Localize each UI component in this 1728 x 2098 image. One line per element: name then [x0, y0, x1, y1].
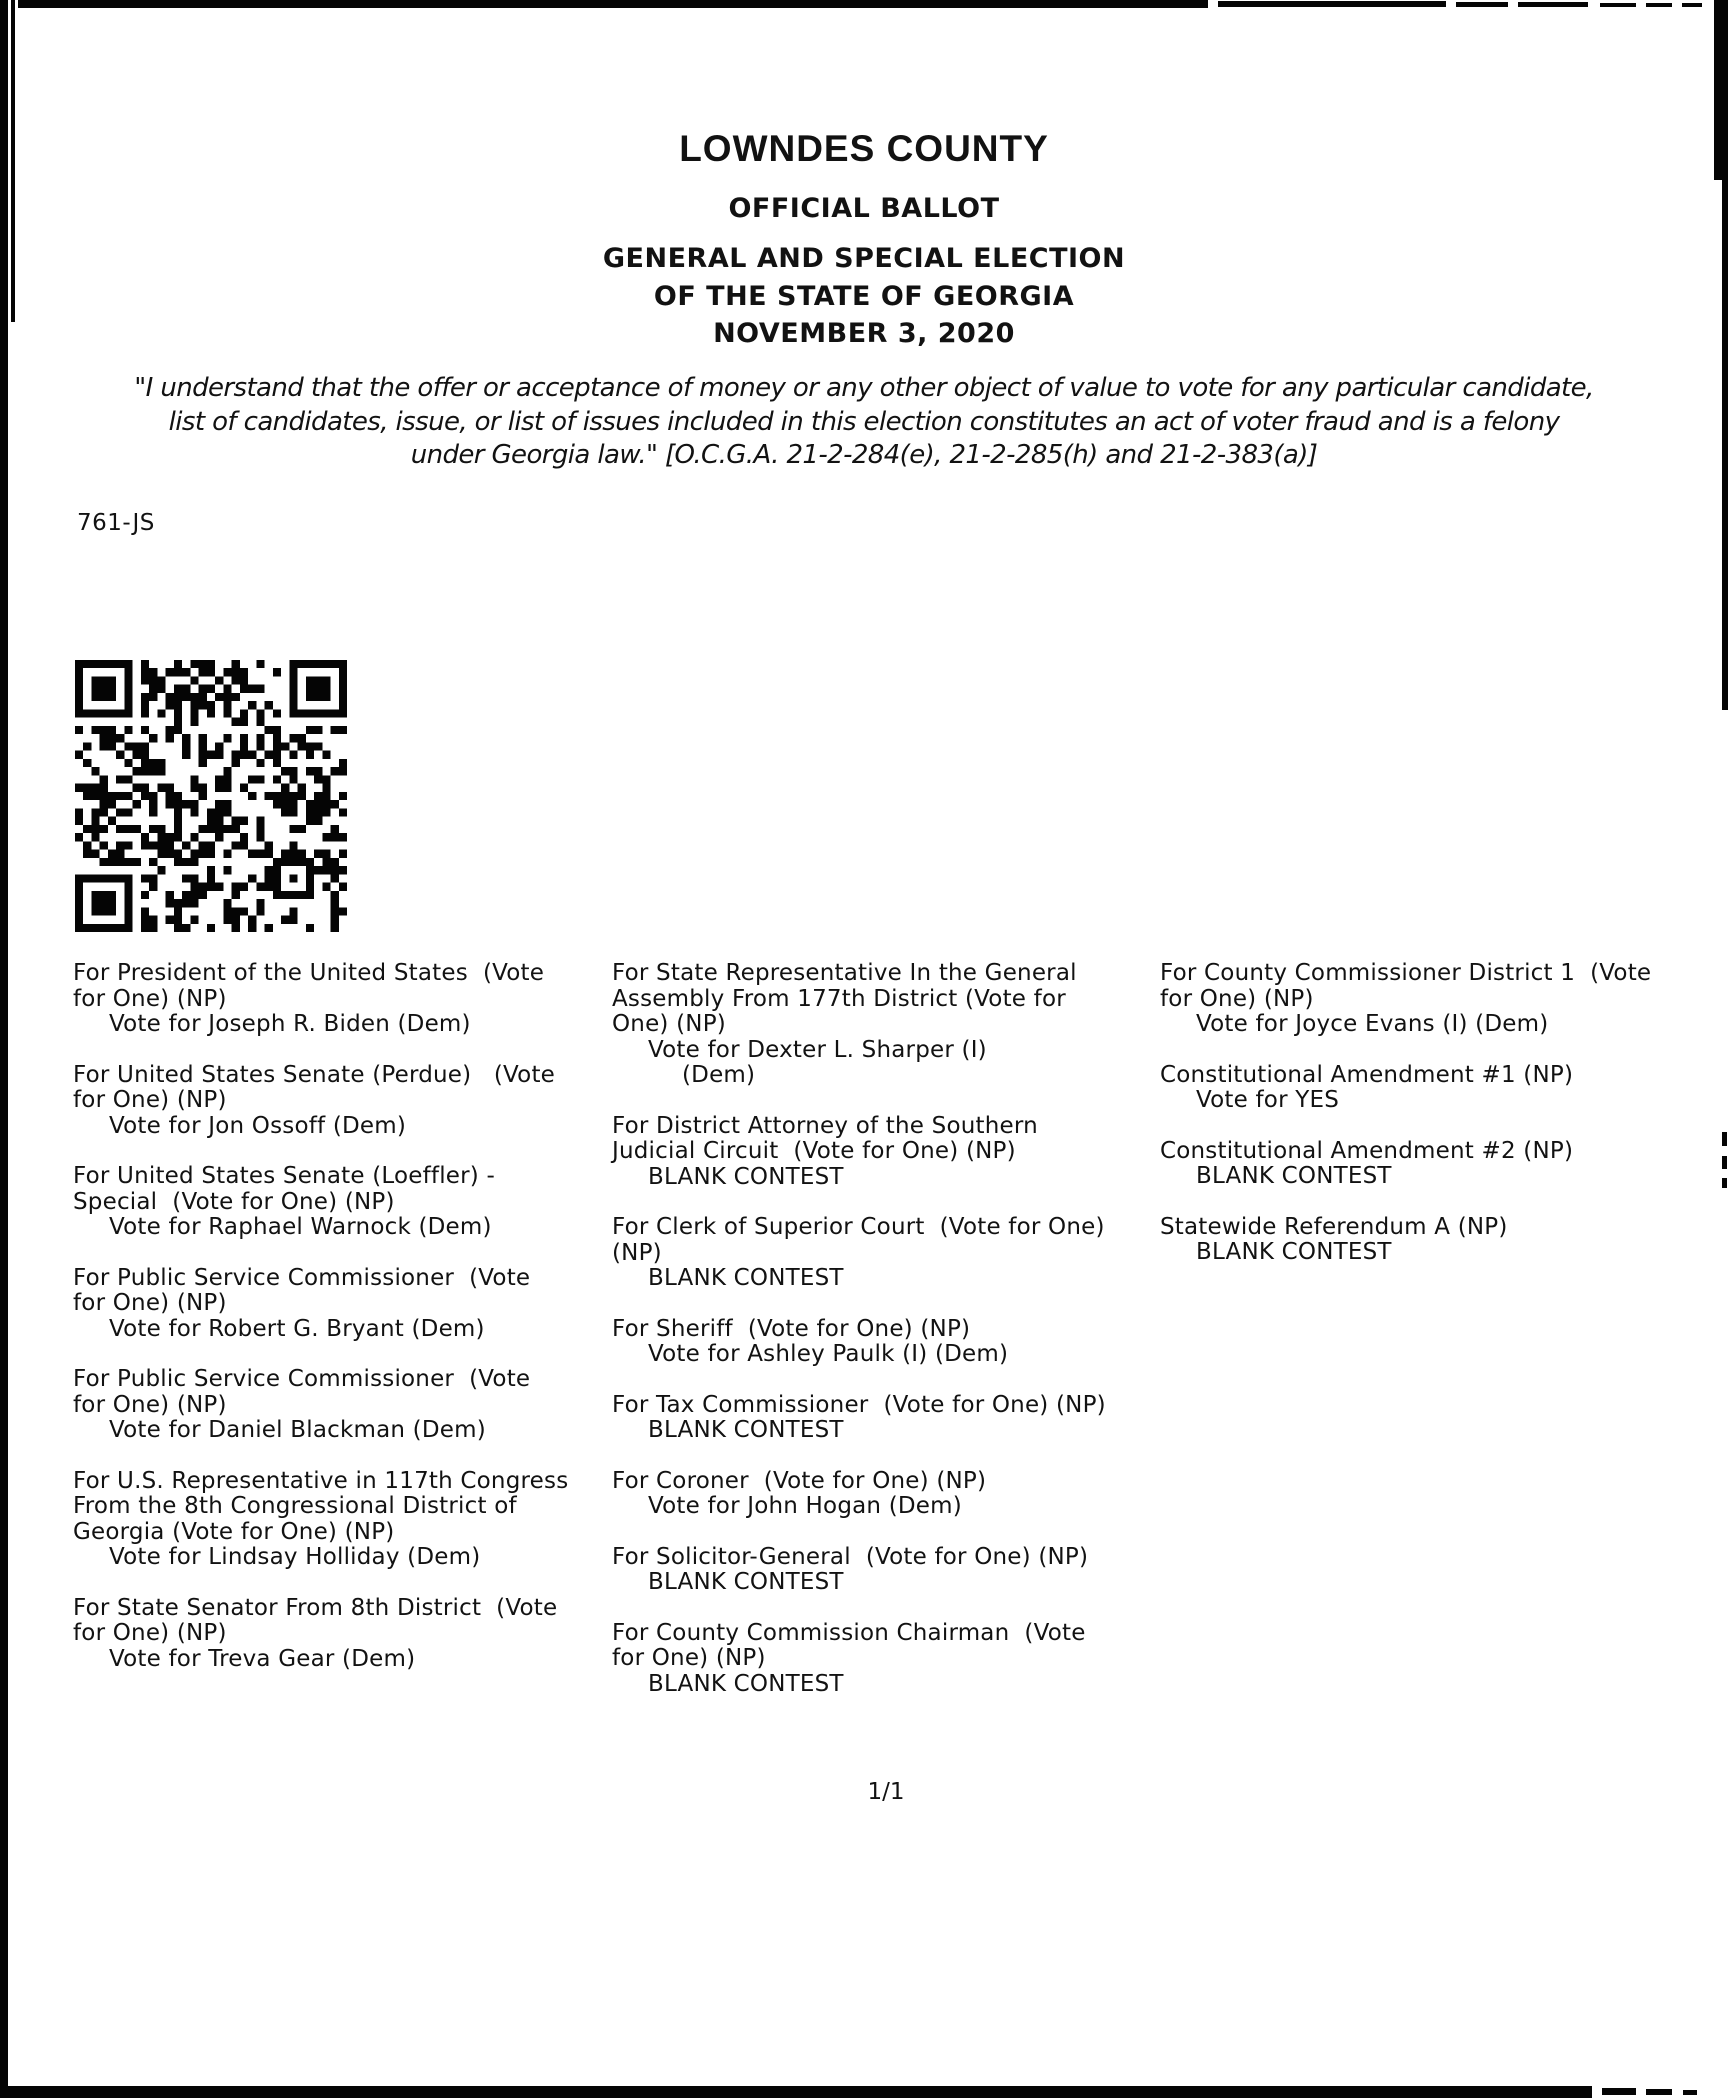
contest-title-line: (NP)	[612, 1239, 662, 1266]
contest-title-line: Special (Vote for One) (NP)	[73, 1188, 395, 1215]
ballot-column-2	[612, 961, 1167, 1722]
contest-result-line: Vote for Ashley Paulk (I) (Dem)	[648, 1341, 1009, 1367]
disclaimer-line: under Georgia law." [O.C.G.A. 21-2-284(e), 21-2-285(h) and 21-2-383(a)]	[410, 440, 1318, 470]
contest-block	[73, 1367, 618, 1444]
scan-artifact-right-dash	[1722, 1132, 1727, 1146]
contest-result-line: BLANK CONTEST	[1196, 1239, 1392, 1265]
contest-title-line: For Coroner (Vote for One) (NP)	[612, 1467, 987, 1494]
contest-title-line: for One) (NP)	[612, 1645, 766, 1671]
contest-title-line: From the 8th Congressional District of	[73, 1493, 517, 1519]
contest-block	[1160, 1215, 1720, 1266]
contest-title-line: For State Senator From 8th District (Vote	[73, 1594, 558, 1621]
scan-artifact-top-dash	[1682, 3, 1702, 7]
contest-result-line: Vote for Robert G. Bryant (Dem)	[109, 1315, 485, 1342]
contest-block	[612, 1215, 1167, 1292]
contest-result-line: BLANK CONTEST	[1196, 1163, 1392, 1189]
scan-artifact-top-dash	[1600, 3, 1636, 7]
scan-artifact-bottom-dash	[1602, 2088, 1636, 2095]
contest-title-line: For County Commission Chairman (Vote	[612, 1619, 1086, 1646]
contest-result-line: Vote for John Hogan (Dem)	[648, 1493, 962, 1519]
election-title-line: NOVEMBER 3, 2020	[713, 318, 1015, 349]
contest-title-line: Judicial Circuit (Vote for One) (NP)	[612, 1138, 1016, 1164]
election-title	[0, 240, 1728, 353]
contest-result-line: Vote for Dexter L. Sharper (I)	[648, 1036, 987, 1063]
disclaimer-line: list of candidates, issue, or list of issues included in this election constitutes an act of voter fraud and is a felony	[168, 406, 1560, 437]
contest-title-line: For District Attorney of the Southern	[612, 1112, 1038, 1139]
ballot-type-title: OFFICIAL BALLOT	[728, 193, 1000, 224]
scan-artifact-top-dash	[1646, 3, 1672, 7]
scan-artifact-bottom-dash	[1683, 2090, 1697, 2095]
contest-block	[1160, 1139, 1720, 1190]
qr-code	[72, 660, 350, 932]
contest-result-line: BLANK CONTEST	[648, 1417, 844, 1443]
scan-artifact-bottom-dash	[1646, 2089, 1672, 2095]
contest-title-line: for One) (NP)	[73, 1290, 227, 1316]
contest-title-line: Georgia (Vote for One) (NP)	[73, 1518, 395, 1545]
contest-result-line: BLANK CONTEST	[648, 1265, 844, 1291]
contest-title-line: Constitutional Amendment #2 (NP)	[1160, 1137, 1574, 1164]
contest-title-line: For U.S. Representative in 117th Congress	[73, 1467, 569, 1494]
contest-title-line: Assembly From 177th District (Vote for	[612, 985, 1066, 1012]
voter-fraud-disclaimer	[0, 372, 1728, 473]
scan-artifact-right-dash	[1722, 1156, 1727, 1169]
contest-block	[612, 961, 1167, 1089]
scan-artifact-top-dash	[1518, 2, 1588, 7]
contest-title-line: For Public Service Commissioner (Vote	[73, 1366, 531, 1392]
page-number: 1/1	[867, 1779, 905, 1805]
contest-result-line: BLANK CONTEST	[648, 1163, 844, 1190]
contest-title-line: For United States Senate (Perdue) (Vote	[73, 1061, 556, 1088]
contest-result-line: Vote for Joyce Evans (I) (Dem)	[1196, 1011, 1549, 1037]
contest-result-line: Vote for YES	[1196, 1087, 1340, 1113]
contest-block	[73, 961, 618, 1038]
ballot-column-3	[1160, 961, 1720, 1291]
contest-title-line: For State Representative In the General	[612, 960, 1077, 986]
contest-result-line: BLANK CONTEST	[648, 1569, 844, 1595]
contest-title-line: for One) (NP)	[1160, 985, 1314, 1012]
contest-title-line: For President of the United States (Vote	[73, 960, 545, 986]
contest-block	[73, 1063, 618, 1140]
contest-result-line: Vote for Lindsay Holliday (Dem)	[109, 1544, 481, 1570]
county-title: LOWNDES COUNTY	[679, 128, 1049, 169]
contest-title-line: For Public Service Commissioner (Vote	[73, 1264, 531, 1291]
precinct-code: 761-JS	[77, 510, 155, 536]
contest-block	[612, 1545, 1167, 1596]
contest-result-line: BLANK CONTEST	[648, 1670, 844, 1697]
contest-title-line: For Tax Commissioner (Vote for One) (NP)	[612, 1391, 1106, 1418]
election-title-line: GENERAL AND SPECIAL ELECTION	[602, 243, 1126, 274]
scan-artifact-top-line	[18, 0, 1208, 8]
disclaimer-line: "I understand that the offer or acceptance of money or any other object of value to vote for any particular candidate,	[134, 373, 1594, 403]
scan-artifact-right-dash	[1722, 1178, 1727, 1188]
contest-result-line: Vote for Raphael Warnock (Dem)	[109, 1214, 492, 1240]
contest-title-line: for One) (NP)	[73, 1087, 227, 1113]
contest-title-line: One) (NP)	[612, 1011, 726, 1037]
contest-block	[73, 1266, 618, 1343]
contest-title-line: Statewide Referendum A (NP)	[1160, 1213, 1508, 1240]
contest-title-line: For Solicitor-General (Vote for One) (NP)	[612, 1543, 1089, 1570]
contest-result-line: Vote for Jon Ossoff (Dem)	[109, 1112, 407, 1139]
contest-title-line: For County Commissioner District 1 (Vote	[1160, 960, 1652, 986]
contest-result-line: Vote for Daniel Blackman (Dem)	[109, 1417, 486, 1443]
contest-block	[1160, 961, 1720, 1038]
contest-title-line: for One) (NP)	[73, 1620, 227, 1646]
contest-block	[612, 1114, 1167, 1191]
scan-artifact-bottom-line	[0, 2086, 1592, 2098]
contest-title-line: for One) (NP)	[73, 1391, 227, 1418]
contest-block	[612, 1317, 1167, 1368]
contest-block	[612, 1469, 1167, 1520]
contest-block	[612, 1393, 1167, 1444]
contest-result-line: Vote for Treva Gear (Dem)	[109, 1645, 416, 1672]
contest-title-line: for One) (NP)	[73, 985, 227, 1012]
election-title-line: OF THE STATE OF GEORGIA	[653, 280, 1075, 312]
contest-block	[612, 1621, 1167, 1698]
scan-artifact-top-line	[1218, 1, 1446, 7]
contest-title-line: For Sheriff (Vote for One) (NP)	[612, 1315, 971, 1342]
contest-title-line: Constitutional Amendment #1 (NP)	[1160, 1061, 1574, 1088]
ballot-column-1	[73, 961, 618, 1697]
scan-artifact-top-dash	[1456, 2, 1508, 7]
contest-block	[73, 1469, 618, 1571]
contest-title-line: For Clerk of Superior Court (Vote for One)	[612, 1214, 1105, 1240]
contest-block	[73, 1164, 618, 1241]
contest-block	[1160, 1063, 1720, 1114]
contest-title-line: For United States Senate (Loeffler) -	[73, 1163, 495, 1189]
contest-result-line: Vote for Joseph R. Biden (Dem)	[109, 1011, 471, 1037]
contest-result-line: (Dem)	[682, 1062, 756, 1088]
contest-block	[73, 1596, 618, 1673]
